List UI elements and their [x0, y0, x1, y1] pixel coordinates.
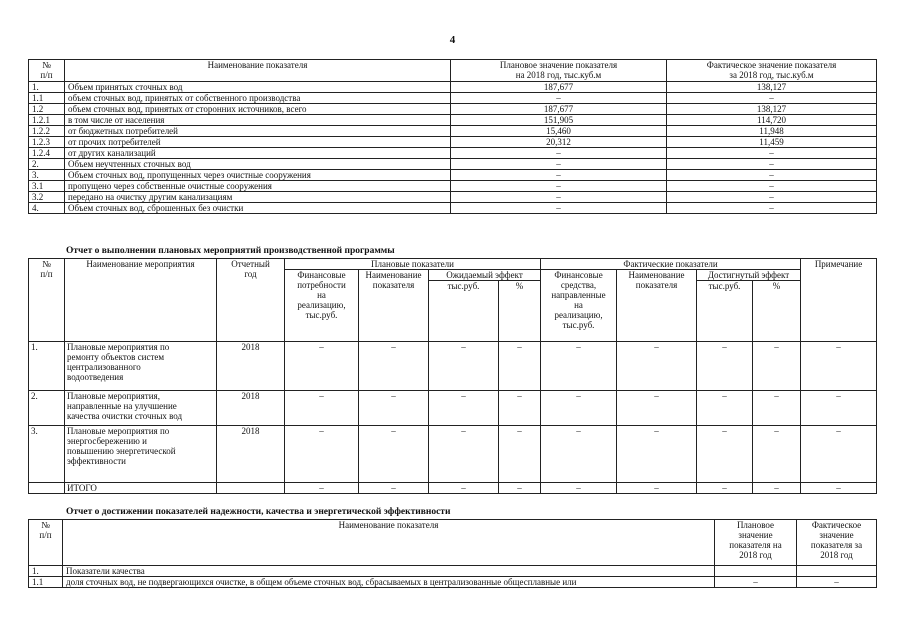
row-fact-value: 138,127	[667, 82, 877, 93]
row-name: от других канализаций	[65, 148, 451, 159]
table-header-row	[29, 520, 877, 566]
total-cell: –	[697, 483, 753, 494]
table-row	[29, 148, 877, 159]
row-name: передано на очистку другим канализациям	[65, 192, 451, 203]
header-achieved-effect: Достигнутый эффект	[697, 270, 801, 281]
row-name: Объем принятых сточных вод	[65, 82, 451, 93]
row-num: 2.	[29, 159, 65, 170]
row-plan-value: –	[451, 181, 667, 192]
row-cell: –	[285, 342, 359, 391]
row-cell: –	[541, 391, 617, 426]
row-fact-value	[797, 566, 877, 577]
header-fin-means: Финансовые средства, направленные на реализацию, тыс.руб.	[541, 270, 617, 342]
row-cell: –	[285, 426, 359, 483]
row-name: Плановые мероприятия по ремонту объектов систем централизованного водоотведения	[65, 342, 217, 391]
total-cell: –	[429, 483, 499, 494]
row-name: Плановые мероприятия по энергосбережению и повышению энергетической эффективности	[65, 426, 217, 483]
row-cell: –	[359, 391, 429, 426]
program-measures-table	[28, 258, 877, 494]
table-row	[29, 159, 877, 170]
row-cell: –	[801, 342, 877, 391]
row-fact-value: –	[667, 192, 877, 203]
total-cell: –	[359, 483, 429, 494]
table-row	[29, 566, 877, 577]
header-expected-rub: тыс.руб.	[429, 281, 499, 342]
total-year	[217, 483, 285, 494]
header-fact-indicator-name: Наименование показателя	[617, 270, 697, 342]
row-cell: –	[499, 342, 541, 391]
table-row	[29, 577, 877, 588]
row-name: в том числе от населения	[65, 115, 451, 126]
row-num: 1.2.3	[29, 137, 65, 148]
row-fact-value: –	[667, 181, 877, 192]
header-name: Наименование показателя	[63, 520, 715, 566]
row-plan-value: –	[451, 203, 667, 214]
row-fact-value: 138,127	[667, 104, 877, 115]
total-cell: –	[801, 483, 877, 494]
row-cell: –	[801, 426, 877, 483]
total-cell: –	[753, 483, 801, 494]
row-cell: –	[617, 426, 697, 483]
total-cell: –	[499, 483, 541, 494]
table-row	[29, 391, 877, 426]
row-fact-value: 11,948	[667, 126, 877, 137]
row-cell: –	[359, 426, 429, 483]
header-num: № п/п	[29, 60, 65, 82]
header-expected-percent: %	[499, 281, 541, 342]
row-fact-value: –	[667, 93, 877, 104]
row-fact-value: –	[667, 170, 877, 181]
row-plan-value: 151,905	[451, 115, 667, 126]
row-name: Плановые мероприятия, направленные на улучшение качества очистки сточных вод	[65, 391, 217, 426]
row-plan-value: –	[715, 577, 797, 588]
table-row	[29, 82, 877, 93]
table-row	[29, 126, 877, 137]
row-num: 3.	[29, 170, 65, 181]
row-num: 1.	[29, 566, 63, 577]
reliability-indicators-table	[28, 519, 877, 588]
row-cell: –	[617, 342, 697, 391]
row-plan-value: 20,312	[451, 137, 667, 148]
row-name: от бюджетных потребителей	[65, 126, 451, 137]
row-num: 1.2.2	[29, 126, 65, 137]
row-cell: –	[359, 342, 429, 391]
total-cell: –	[617, 483, 697, 494]
table-row	[29, 170, 877, 181]
header-achieved-percent: %	[753, 281, 801, 342]
header-year: Отчетный год	[217, 259, 285, 342]
header-plan: Плановое значение показателя на 2018 год	[715, 520, 797, 566]
table-row	[29, 192, 877, 203]
table-row	[29, 181, 877, 192]
header-plan: Плановое значение показателя на 2018 год, тыс.куб.м	[451, 60, 667, 82]
row-cell: –	[429, 342, 499, 391]
row-num: 1.	[29, 82, 65, 93]
row-num: 4.	[29, 203, 65, 214]
row-year: 2018	[217, 391, 285, 426]
row-plan-value: –	[451, 159, 667, 170]
header-expected-effect: Ожидаемый эффект	[429, 270, 541, 281]
row-cell: –	[541, 426, 617, 483]
header-achieved-rub: тыс.руб.	[697, 281, 753, 342]
row-name: от прочих потребителей	[65, 137, 451, 148]
total-cell: –	[285, 483, 359, 494]
table-row	[29, 203, 877, 214]
page-number: 4	[449, 34, 456, 46]
table2-caption: Отчет о выполнении плановых мероприятий производственной программы	[66, 246, 395, 256]
row-num: 3.	[29, 426, 65, 483]
table-row	[29, 426, 877, 483]
row-name: Объем сточных вод, сброшенных без очистки	[65, 203, 451, 214]
row-cell: –	[697, 342, 753, 391]
header-fact: Фактическое значение показателя за 2018 год, тыс.куб.м	[667, 60, 877, 82]
row-cell: –	[499, 391, 541, 426]
row-num: 1.2.1	[29, 115, 65, 126]
row-cell: –	[753, 391, 801, 426]
row-plan-value: –	[451, 93, 667, 104]
row-plan-value: 15,460	[451, 126, 667, 137]
row-num: 3.1	[29, 181, 65, 192]
header-num: № п/п	[29, 520, 63, 566]
header-fact: Фактическое значение показателя за 2018 год	[797, 520, 877, 566]
header-name: Наименование показателя	[65, 60, 451, 82]
row-num: 3.2	[29, 192, 65, 203]
row-cell: –	[499, 426, 541, 483]
total-label: ИТОГО	[65, 483, 217, 494]
row-year: 2018	[217, 342, 285, 391]
row-num: 1.2	[29, 104, 65, 115]
row-cell: –	[753, 342, 801, 391]
row-fact-value: –	[797, 577, 877, 588]
table-header-row	[29, 60, 877, 82]
header-indicator-name: Наименование показателя	[359, 270, 429, 342]
row-name: объем сточных вод, принятых от сторонних источников, всего	[65, 104, 451, 115]
row-name: Объем сточных вод, пропущенных через очистные сооружения	[65, 170, 451, 181]
row-cell: –	[285, 391, 359, 426]
header-num: № п/п	[29, 259, 65, 342]
table-row	[29, 137, 877, 148]
row-name: Показатели качества	[63, 566, 715, 577]
row-plan-value	[715, 566, 797, 577]
row-plan-value: 187,677	[451, 104, 667, 115]
row-cell: –	[541, 342, 617, 391]
row-cell: –	[697, 426, 753, 483]
row-fact-value: –	[667, 203, 877, 214]
row-plan-value: –	[451, 148, 667, 159]
total-num	[29, 483, 65, 494]
table-row	[29, 342, 877, 391]
row-num: 1.1	[29, 577, 63, 588]
row-fact-value: 11,459	[667, 137, 877, 148]
row-plan-value: –	[451, 192, 667, 203]
header-note: Примечание	[801, 259, 877, 342]
table-row	[29, 115, 877, 126]
row-fact-value: –	[667, 159, 877, 170]
row-plan-value: 187,677	[451, 82, 667, 93]
row-year: 2018	[217, 426, 285, 483]
row-num: 1.1	[29, 93, 65, 104]
header-fin-need: Финансовые потребности на реализацию, тыс.руб.	[285, 270, 359, 342]
row-cell: –	[801, 391, 877, 426]
row-cell: –	[429, 426, 499, 483]
total-cell: –	[541, 483, 617, 494]
row-name: объем сточных вод, принятых от собственного производства	[65, 93, 451, 104]
total-row	[29, 483, 877, 494]
row-fact-value: 114,720	[667, 115, 877, 126]
row-cell: –	[617, 391, 697, 426]
row-num: 1.2.4	[29, 148, 65, 159]
header-plan-group: Плановые показатели	[285, 259, 541, 270]
row-cell: –	[697, 391, 753, 426]
row-name: Объем неучтенных сточных вод	[65, 159, 451, 170]
row-fact-value: –	[667, 148, 877, 159]
header-name: Наименование мероприятия	[65, 259, 217, 342]
row-num: 1.	[29, 342, 65, 391]
table-row	[29, 93, 877, 104]
table3-caption: Отчет о достижении показателей надежности, качества и энергетической эффективности	[66, 507, 451, 517]
row-name: доля сточных вод, не подвергающихся очистке, в общем объеме сточных вод, сбрасываемых в централизованные общесплавные или	[63, 577, 715, 588]
row-plan-value: –	[451, 170, 667, 181]
row-num: 2.	[29, 391, 65, 426]
table-row	[29, 104, 877, 115]
row-name: пропущено через собственные очистные сооружения	[65, 181, 451, 192]
header-fact-group: Фактические показатели	[541, 259, 801, 270]
row-cell: –	[429, 391, 499, 426]
wastewater-volume-table	[28, 59, 877, 214]
table-header-row	[29, 259, 877, 270]
row-cell: –	[753, 426, 801, 483]
